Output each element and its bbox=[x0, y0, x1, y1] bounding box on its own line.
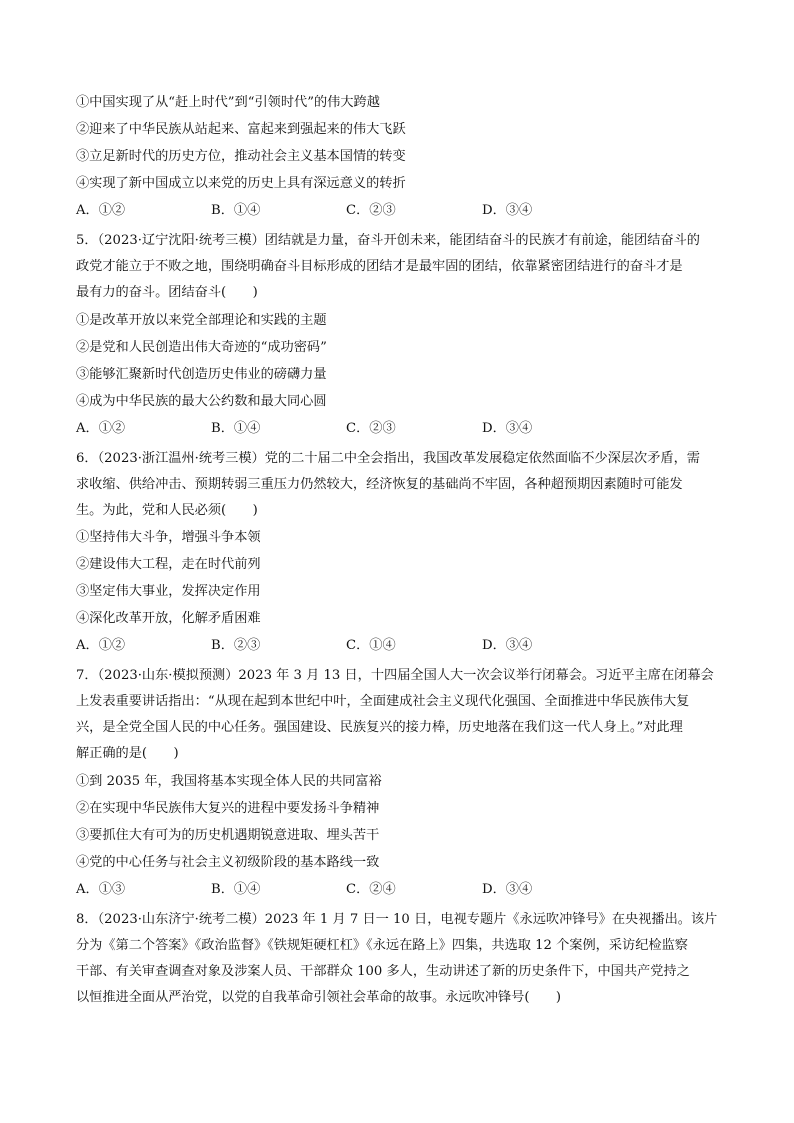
q4-item-4: ④实现了新中国成立以来党的历史上具有深远意义的转折 bbox=[76, 176, 406, 191]
q5-item-2: ②是党和人民创造出伟大奇迹的“成功密码” bbox=[76, 340, 327, 355]
q7-stem-line-1: 7．（2023·山东·模拟预测）2023 年 3 月 13 日，十四届全国人大一次会议举行闭幕会。习近平主席在闭幕会 bbox=[76, 668, 714, 683]
q7-stem-line-3: 兴，是全党全国人民的中心任务。强国建设、民族复兴的接力棒，历史地落在我们这一代人身上。”对此理 bbox=[76, 720, 683, 735]
q6-stem-line-3: 生。为此，党和人民必须( ) bbox=[76, 503, 258, 518]
q6-option-d: D．③④ bbox=[482, 638, 533, 653]
q4-option-b: B．①④ bbox=[211, 203, 261, 218]
q5-item-1: ①是改革开放以来党全部理论和实践的主题 bbox=[76, 313, 327, 328]
q5-item-4: ④成为中华民族的最大公约数和最大同心圆 bbox=[76, 394, 327, 409]
q7-option-a: A．①③ bbox=[76, 882, 126, 897]
q6-item-2: ②建设伟大工程，走在时代前列 bbox=[76, 557, 261, 572]
q8-stem-line-2: 分为《第二个答案》《政治监督》《铁规矩硬杠杠》《永远在路上》四集，共选取 12 个案例，采访纪检监察 bbox=[76, 938, 688, 953]
q4-option-d: D．③④ bbox=[482, 203, 533, 218]
q5-option-c: C．②③ bbox=[346, 421, 396, 436]
q8-stem-line-4: 以恒推进全面从严治党，以党的自我革命引领社会革命的故事。永远吹冲锋号( ) bbox=[76, 990, 562, 1005]
q6-option-a: A．①② bbox=[76, 638, 126, 653]
q5-option-a: A．①② bbox=[76, 421, 126, 436]
q5-stem-line-1: 5．（2023·辽宁沈阳·统考三模）团结就是力量，奋斗开创未来，能团结奋斗的民族才有前途，能团结奋斗的 bbox=[76, 233, 700, 248]
q5-stem-line-2: 政党才能立于不败之地，围绕明确奋斗目标形成的团结才是最牢固的团结，依靠紧密团结进行的奋斗才是 bbox=[76, 259, 683, 274]
q5-stem-line-3: 最有力的奋斗。团结奋斗( ) bbox=[76, 285, 258, 300]
q7-option-b: B．①④ bbox=[211, 882, 261, 897]
q5-item-3: ③能够汇聚新时代创造历史伟业的磅礴力量 bbox=[76, 367, 327, 382]
q7-stem-line-2: 上发表重要讲话指出：“从现在起到本世纪中叶，全面建成社会主义现代化强国、全面推进中华民族伟大复 bbox=[76, 694, 690, 709]
q7-item-1: ①到 2035 年，我国将基本实现全体人民的共同富裕 bbox=[76, 774, 382, 789]
q6-option-b: B．②③ bbox=[211, 638, 261, 653]
q6-option-c: C．①④ bbox=[346, 638, 396, 653]
q6-stem-line-2: 求收缩、供给冲击、预期转弱三重压力仍然较大，经济恢复的基础尚不牢固，各种超预期因素随时可能发 bbox=[76, 477, 683, 492]
q7-item-2: ②在实现中华民族伟大复兴的进程中要发扬斗争精神 bbox=[76, 801, 380, 816]
q7-option-c: C．②④ bbox=[346, 882, 396, 897]
q4-option-c: C．②③ bbox=[346, 203, 396, 218]
q7-option-d: D．③④ bbox=[482, 882, 533, 897]
q6-stem-line-1: 6．（2023·浙江温州·统考三模）党的二十届二中全会指出，我国改革发展稳定依然面临不少深层次矛盾，需 bbox=[76, 451, 700, 466]
q5-option-b: B．①④ bbox=[211, 421, 261, 436]
q4-item-1: ①中国实现了从“赶上时代”到“引领时代”的伟大跨越 bbox=[76, 95, 380, 110]
q7-item-3: ③要抓住大有可为的历史机遇期锐意进取、埋头苦干 bbox=[76, 828, 380, 843]
q7-item-4: ④党的中心任务与社会主义初级阶段的基本路线一致 bbox=[76, 855, 380, 870]
q4-item-3: ③立足新时代的历史方位，推动社会主义基本国情的转变 bbox=[76, 149, 406, 164]
q7-stem-line-4: 解正确的是( ) bbox=[76, 746, 179, 761]
q4-item-2: ②迎来了中华民族从站起来、富起来到强起来的伟大飞跃 bbox=[76, 122, 406, 137]
q6-item-3: ③坚定伟大事业，发挥决定作用 bbox=[76, 584, 261, 599]
q4-option-a: A．①② bbox=[76, 203, 126, 218]
q6-item-1: ①坚持伟大斗争，增强斗争本领 bbox=[76, 530, 261, 545]
q8-stem-line-1: 8．（2023·山东济宁·统考二模）2023 年 1 月 7 日一 10 日，电视专题片《永远吹冲锋号》在央视播出。该片 bbox=[76, 912, 718, 927]
q5-option-d: D．③④ bbox=[482, 421, 533, 436]
q6-item-4: ④深化改革开放，化解矛盾困难 bbox=[76, 611, 261, 626]
q8-stem-line-3: 干部、有关审查调查对象及涉案人员、干部群众 100 多人，生动讲述了新的历史条件下，中国共产党持之 bbox=[76, 964, 690, 979]
